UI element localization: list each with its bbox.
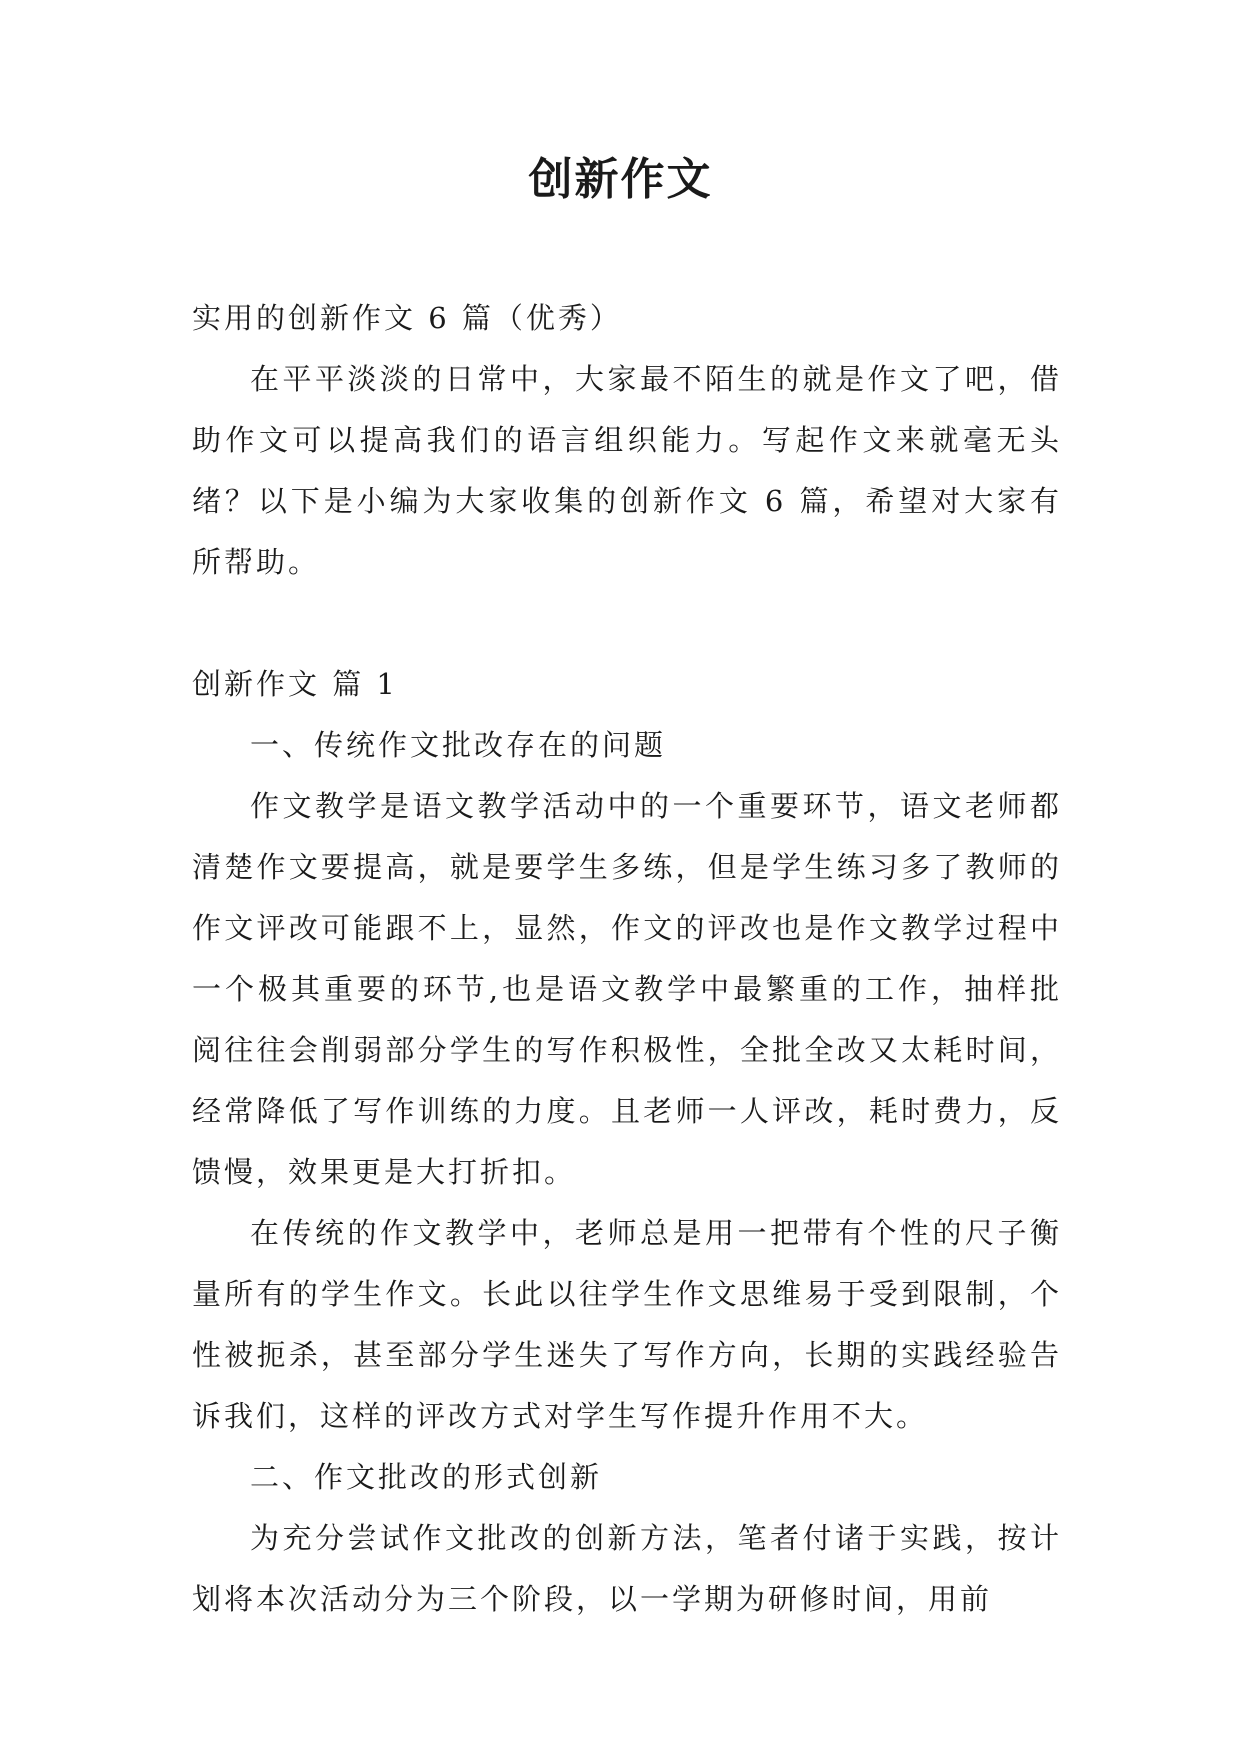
document-subtitle: 实用的创新作文 6 篇（优秀）	[192, 301, 622, 335]
body-paragraph: 作文教学是语文教学活动中的一个重要环节，语文老师都清楚作文要提高，就是要学生多练，但是学生练习多了教师的作文评改可能跟不上，显然，作文的评改也是作文教学过程中一个极其重要的环节,也是语文教学中最繁重的工作，抽样批阅往往会削弱部分学生的写作积极性，全批全改又太耗时间，经常降低了写作训练的力度。且老师一人评改，耗时费力，反馈慢，效果更是大打折扣。	[192, 789, 1062, 1189]
document-title: 创新作文	[528, 154, 713, 205]
paragraph-spacer	[192, 593, 1062, 654]
document-body	[192, 288, 1062, 1630]
section-heading: 创新作文 篇 1	[192, 667, 398, 701]
subheading-two: 二、作文批改的形式创新	[250, 1460, 603, 1494]
subheading-one: 一、传统作文批改存在的问题	[250, 728, 667, 762]
body-paragraph: 在传统的作文教学中，老师总是用一把带有个性的尺子衡量所有的学生作文。长此以往学生作文思维易于受到限制，个性被扼杀，甚至部分学生迷失了写作方向，长期的实践经验告诉我们，这样的评改方式对学生写作提升作用不大。	[192, 1216, 1062, 1433]
intro-paragraph: 在平平淡淡的日常中，大家最不陌生的就是作文了吧，借助作文可以提高我们的语言组织能力。写起作文来就毫无头绪？以下是小编为大家收集的创新作文 6 篇，希望对大家有所帮助。	[192, 362, 1062, 579]
body-paragraph: 为充分尝试作文批改的创新方法，笔者付诸于实践，按计划将本次活动分为三个阶段，以一学期为研修时间，用前	[192, 1521, 1062, 1616]
